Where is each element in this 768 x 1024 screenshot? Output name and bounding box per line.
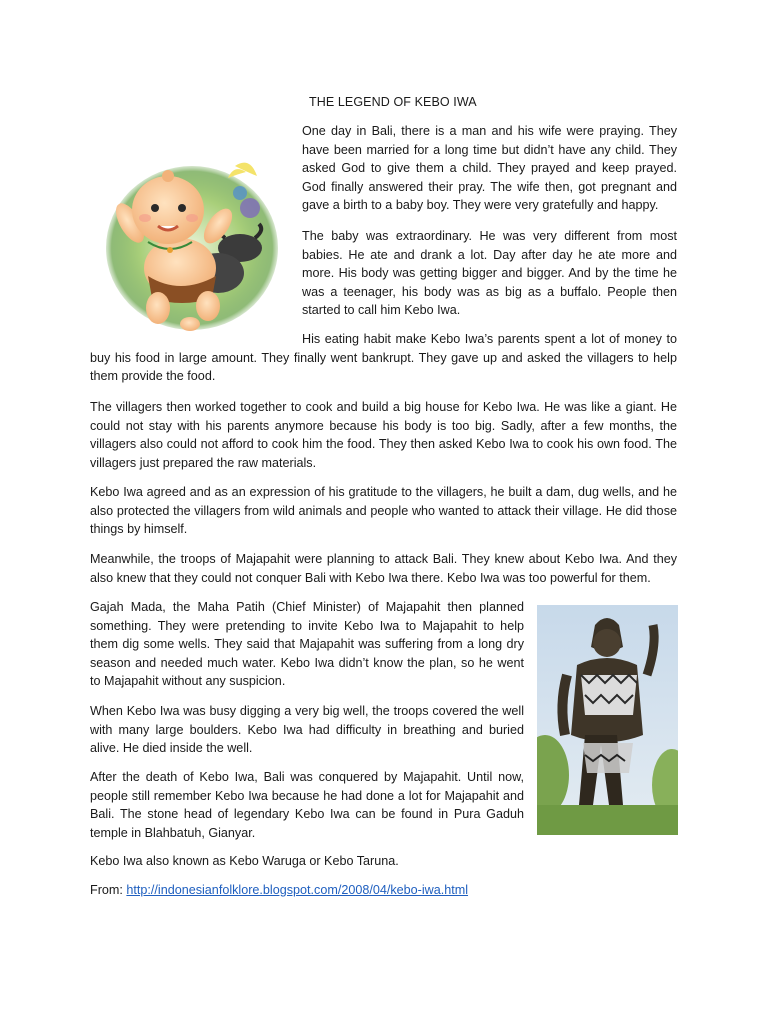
paragraph-10: Kebo Iwa also known as Kebo Waruga or Kebo Taruna.	[90, 854, 399, 868]
source-line	[90, 881, 677, 900]
paragraph-5: Kebo Iwa agreed and as an expression of his gratitude to the villagers, he built a dam, dug wells, and he also protected the villagers from wild animals and people who wanted to attack their village. He did those things by himself.	[90, 485, 677, 537]
paragraph-2: The baby was extraordinary. He was very different from most babies. He ate and drank a lot. Day after day he ate more and more. His body was getting bigger and bigger. And by the time he was a teenager, his body was as big as a buffalo. People then started to call him Kebo Iwa.	[302, 229, 677, 318]
page-title: THE LEGEND OF KEBO IWA	[309, 95, 477, 109]
paragraph-9: After the death of Kebo Iwa, Bali was conquered by Majapahit. Until now, people still remember Kebo Iwa because he had done a lot for Majapahit and Bali. The stone head of legendary Kebo Iwa can be found in Pura Gaduh temple in Blahbatuh, Gianyar.	[90, 770, 524, 840]
paragraph-4: The villagers then worked together to cook and build a big house for Kebo Iwa. He was like a giant. He could not stay with his parents anymore because his body is too big. Sadly, after a few months, the villagers also could not afford to cook him the food. They then asked Kebo Iwa to cook his own food. The villagers just prepared the raw materials.	[90, 400, 677, 470]
source-label: From:	[90, 883, 127, 897]
paragraph-1: One day in Bali, there is a man and his wife were praying. They have been married for a long time but didn’t have any child. They asked God to give them a child. They prayed and keep prayed. God finally answered their pray. The wife then, got pregnant and gave a birth to a baby boy. They were very gratefully and happy.	[302, 124, 677, 213]
paragraph-7: Gajah Mada, the Maha Patih (Chief Minister) of Majapahit then planned something. They were pretending to invite Kebo Iwa to Majapahit to help them dig some wells. They said that Majapahit was suffering from a long dry season and needed much water. Kebo Iwa didn’t know the plan, so he went to Majapahit without any suspicion.	[90, 600, 524, 689]
paragraph-3: His eating habit make Kebo Iwa’s parents spent a lot of money to buy his food in large amount. They finally went bankrupt. They gave up and asked the villagers to help them provide the food.	[90, 332, 677, 384]
paragraph-8: When Kebo Iwa was busy digging a very big well, the troops covered the well with many large boulders. Kebo Iwa had difficulty in breathing and buried alive. He died inside the well.	[90, 704, 524, 756]
kebo-iwa-statue-photo	[537, 605, 678, 835]
baby-kebo-iwa-illustration	[100, 148, 280, 338]
paragraph-6: Meanwhile, the troops of Majapahit were planning to attack Bali. They knew about Kebo Iwa. And they also knew that they could not conquer Bali with Kebo Iwa there. Kebo Iwa was too powerful for them.	[90, 552, 677, 585]
source-link[interactable]: http://indonesianfolklore.blogspot.com/2008/04/kebo-iwa.html	[126, 883, 469, 897]
